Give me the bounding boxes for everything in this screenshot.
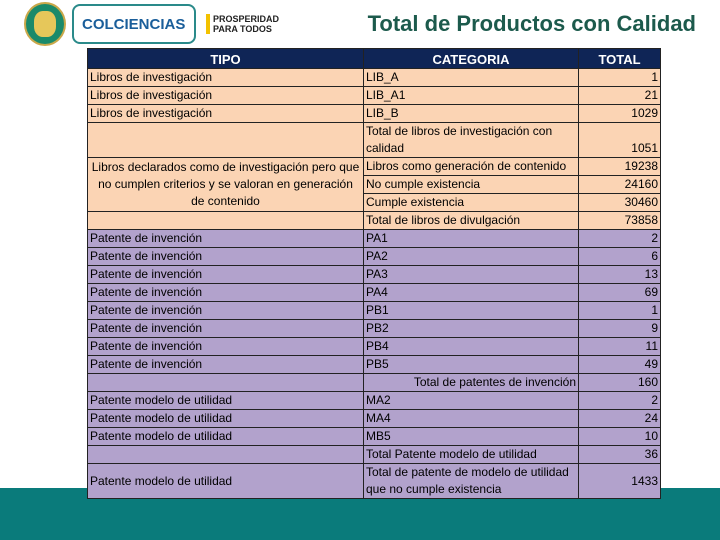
cell-total: 73858 [579,212,661,230]
table-row [88,338,661,356]
cell-tipo: Patente modelo de utilidad [88,428,364,446]
cell-tipo [88,446,364,464]
table-row [88,248,661,266]
table-row [88,87,661,105]
cell-total: 19238 [579,158,661,176]
cell-total: 69 [579,284,661,302]
cell-total: 21 [579,87,661,105]
cell-total: 10 [579,428,661,446]
cell-tipo: Patente de invención [88,356,364,374]
cell-tipo: Libros de investigación [88,87,364,105]
slide-title: Total de Productos con Calidad [367,11,696,36]
cell-total: 1 [579,302,661,320]
cell-categoria: PB2 [364,320,579,338]
cell-categoria: LIB_A [364,69,579,87]
logos [24,2,279,46]
cell-categoria: PA2 [364,248,579,266]
cell-categoria: Total Patente modelo de utilidad [364,446,579,464]
table-row [88,446,661,464]
cell-total: 11 [579,338,661,356]
cell-total: 24160 [579,176,661,194]
cell-tipo: Libros declarados como de investigación pero que no cumplen criterios y se valoran en generación de contenido [88,158,364,212]
cell-tipo: Patente de invención [88,284,364,302]
table-row [88,212,661,230]
colombia-seal-logo [24,2,66,46]
cell-tipo: Libros de investigación [88,69,364,87]
header-tipo: TIPO [88,49,364,69]
cell-categoria: Cumple existencia [364,194,579,212]
cell-categoria: Total de patente de modelo de utilidad que no cumple existencia [364,464,579,499]
prosperidad-line-2: PARA TODOS [213,24,272,34]
cell-total: 2 [579,230,661,248]
cell-tipo: Patente de invención [88,302,364,320]
cell-tipo: Patente de invención [88,230,364,248]
colciencias-logo: COLCIENCIAS [72,4,196,44]
cell-tipo: Patente de invención [88,320,364,338]
cell-categoria: PA1 [364,230,579,248]
cell-categoria: LIB_B [364,105,579,123]
header-categoria: CATEGORIA [364,49,579,69]
cell-categoria: LIB_A1 [364,87,579,105]
cell-categoria: MB5 [364,428,579,446]
prosperidad-line-1: PROSPERIDAD [213,14,280,24]
cell-total: 1 [579,69,661,87]
cell-tipo: Patente modelo de utilidad [88,410,364,428]
cell-total: 49 [579,356,661,374]
table-row [88,69,661,87]
table-row [88,158,661,176]
cell-total: 36 [579,446,661,464]
cell-total: 1433 [579,464,661,499]
cell-tipo: Patente de invención [88,248,364,266]
cell-categoria: MA4 [364,410,579,428]
cell-tipo: Patente modelo de utilidad [88,392,364,410]
table-row [88,284,661,302]
table-row [88,123,661,158]
table-row [88,374,661,392]
cell-categoria: Libros como generación de contenido [364,158,579,176]
table-row [88,392,661,410]
table-row [88,356,661,374]
cell-total: 24 [579,410,661,428]
table-row [88,105,661,123]
cell-total: 2 [579,392,661,410]
cell-total: 1029 [579,105,661,123]
cell-tipo [88,374,364,392]
cell-categoria: PB4 [364,338,579,356]
cell-tipo [88,212,364,230]
table-row [88,230,661,248]
cell-categoria: MA2 [364,392,579,410]
cell-tipo [88,123,364,158]
cell-categoria: PA3 [364,266,579,284]
cell-categoria: Total de patentes de invención [364,374,579,392]
table-row [88,320,661,338]
prosperidad-logo [206,14,279,34]
cell-total: 1051 [579,123,661,158]
cell-categoria: PB1 [364,302,579,320]
cell-tipo: Patente de invención [88,338,364,356]
table-row [88,302,661,320]
cell-total: 160 [579,374,661,392]
products-table [87,48,661,499]
table-row [88,428,661,446]
cell-categoria: Total de libros de divulgación [364,212,579,230]
table-row [88,266,661,284]
table-row [88,464,661,499]
cell-tipo: Libros de investigación [88,105,364,123]
cell-categoria: Total de libros de investigación con calidad [364,123,579,158]
cell-categoria: PA4 [364,284,579,302]
cell-tipo: Patente modelo de utilidad [88,464,364,499]
cell-total: 6 [579,248,661,266]
table-row [88,410,661,428]
header-total: TOTAL [579,49,661,69]
cell-tipo: Patente de invención [88,266,364,284]
cell-categoria: No cumple existencia [364,176,579,194]
cell-total: 9 [579,320,661,338]
cell-total: 13 [579,266,661,284]
cell-total: 30460 [579,194,661,212]
cell-categoria: PB5 [364,356,579,374]
